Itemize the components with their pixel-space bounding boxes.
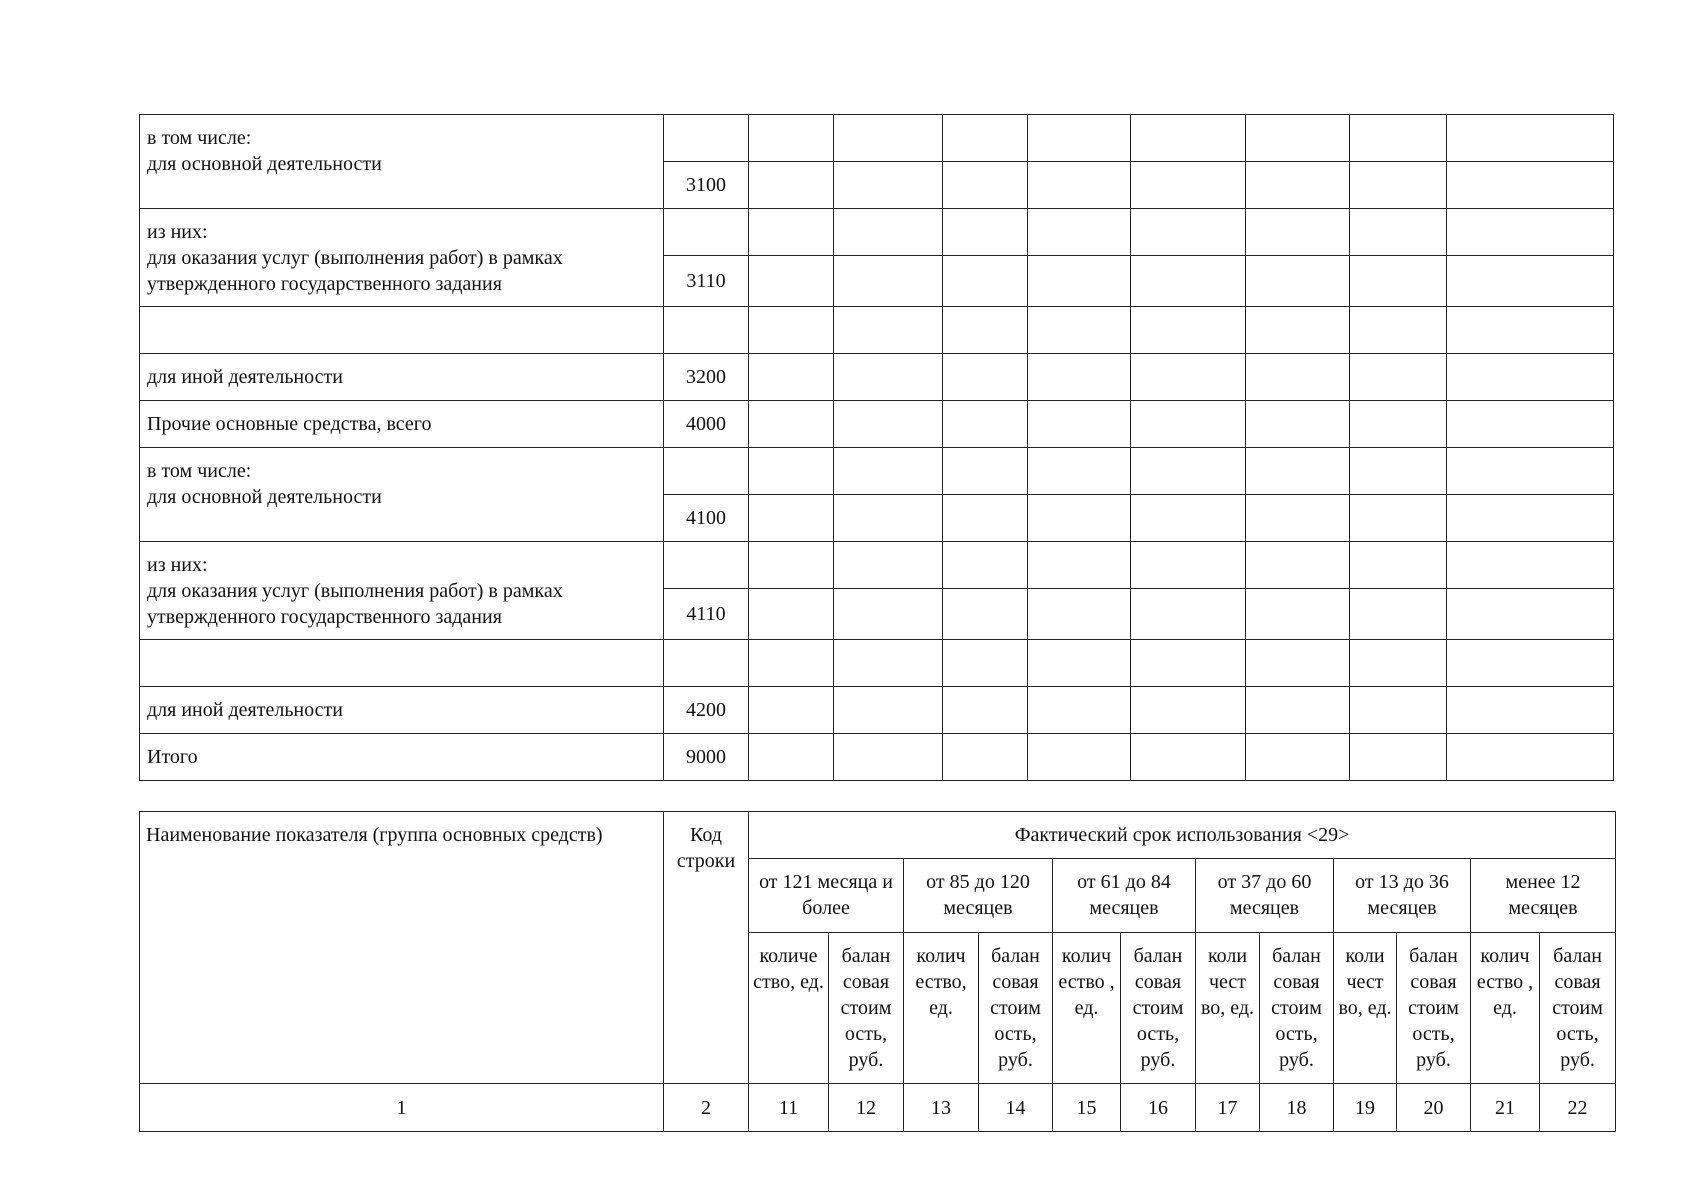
table-row: [140, 542, 1614, 589]
header-row: [140, 812, 1616, 859]
row-code: [664, 640, 749, 687]
column-number: 17: [1196, 1084, 1260, 1132]
row-code: [664, 307, 749, 354]
book-value-header: балан совая стоим ость, руб.: [1540, 933, 1616, 1084]
row-code: 9000: [664, 734, 749, 781]
column-number: 22: [1540, 1084, 1616, 1132]
row-label: [140, 640, 664, 687]
column-number: 1: [140, 1084, 664, 1132]
quantity-header: количе ство, ед.: [749, 933, 829, 1084]
table-row: [140, 209, 1614, 256]
column-number: 16: [1121, 1084, 1196, 1132]
table-row: [140, 448, 1614, 495]
table-row: [140, 401, 1614, 448]
row-code: 3100: [664, 162, 749, 209]
top-table: [139, 114, 1614, 781]
column-number: 11: [749, 1084, 829, 1132]
table-row: [140, 687, 1614, 734]
usage-period-header: Фактический срок использования <29>: [749, 812, 1616, 859]
row-label: [140, 307, 664, 354]
column-number: 2: [664, 1084, 749, 1132]
period-header: от 13 до 36 месяцев: [1334, 859, 1471, 933]
row-code: 4200: [664, 687, 749, 734]
quantity-header: колич ество, ед.: [904, 933, 979, 1084]
row-label: Итого: [140, 734, 664, 781]
book-value-header: балан совая стоим ость, руб.: [1397, 933, 1471, 1084]
table-row: [140, 734, 1614, 781]
row-code-header: Код строки: [664, 812, 749, 1084]
row-label: для иной деятельности: [140, 687, 664, 734]
column-number: 21: [1471, 1084, 1540, 1132]
book-value-header: балан совая стоим ость, руб.: [829, 933, 904, 1084]
row-code: 4000: [664, 401, 749, 448]
row-code: 4110: [664, 589, 749, 640]
period-header: от 85 до 120 месяцев: [904, 859, 1053, 933]
column-number-row: [140, 1084, 1616, 1132]
period-header: менее 12 месяцев: [1471, 859, 1616, 933]
table-row: [140, 307, 1614, 354]
period-header: от 61 до 84 месяцев: [1053, 859, 1196, 933]
table-row: [140, 115, 1614, 162]
row-label: из них: для оказания услуг (выполнения работ) в рамках утвержденного государственного задания: [140, 542, 664, 640]
row-code: 3200: [664, 354, 749, 401]
book-value-header: балан совая стоим ость, руб.: [1121, 933, 1196, 1084]
book-value-header: балан совая стоим ость, руб.: [1260, 933, 1334, 1084]
table-row: [140, 640, 1614, 687]
row-label: в том числе: для основной деятельности: [140, 115, 664, 209]
period-header: от 37 до 60 месяцев: [1196, 859, 1334, 933]
quantity-header: коли чест во, ед.: [1334, 933, 1397, 1084]
row-label: Прочие основные средства, всего: [140, 401, 664, 448]
quantity-header: колич ество , ед.: [1471, 933, 1540, 1084]
row-code-cell: [664, 448, 749, 495]
column-number: 20: [1397, 1084, 1471, 1132]
book-value-header: балан совая стоим ость, руб.: [979, 933, 1053, 1084]
period-header: от 121 месяца и более: [749, 859, 904, 933]
row-code-cell: [664, 115, 749, 162]
row-code-cell: [664, 542, 749, 589]
column-number: 18: [1260, 1084, 1334, 1132]
row-code: 3110: [664, 256, 749, 307]
row-label: для иной деятельности: [140, 354, 664, 401]
row-label: в том числе: для основной деятельности: [140, 448, 664, 542]
quantity-header: коли чест во, ед.: [1196, 933, 1260, 1084]
quantity-header: колич ество , ед.: [1053, 933, 1121, 1084]
table-row: [140, 354, 1614, 401]
indicator-name-header: Наименование показателя (группа основных средств): [140, 812, 664, 1084]
row-label: из них: для оказания услуг (выполнения работ) в рамках утвержденного государственного задания: [140, 209, 664, 307]
column-number: 15: [1053, 1084, 1121, 1132]
row-code: 4100: [664, 495, 749, 542]
row-code-cell: [664, 209, 749, 256]
column-number: 13: [904, 1084, 979, 1132]
column-number: 19: [1334, 1084, 1397, 1132]
bottom-table: [139, 811, 1616, 1132]
column-number: 14: [979, 1084, 1053, 1132]
column-number: 12: [829, 1084, 904, 1132]
